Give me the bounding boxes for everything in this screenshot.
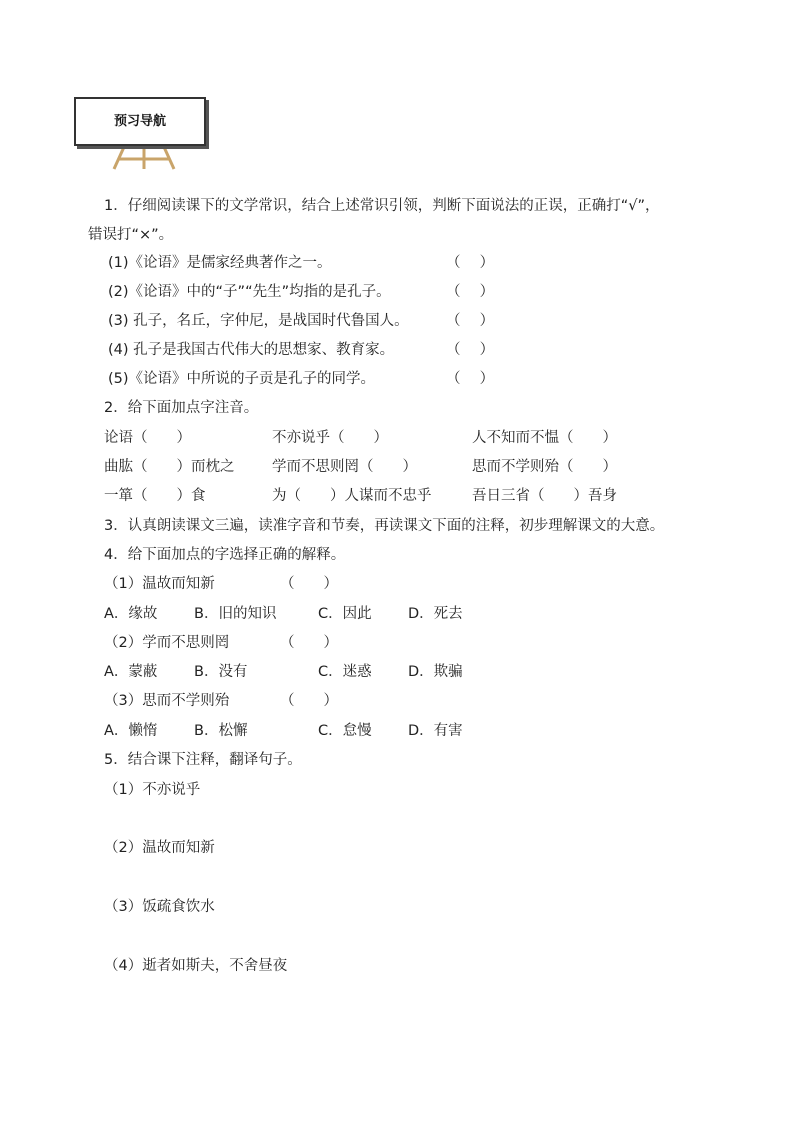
q4-g2-option-d[interactable]: D．欺骗 (408, 664, 463, 680)
q5-stem: 5．结合课下注释，翻译句子。 (104, 752, 302, 768)
q2-r2-c2[interactable]: 学而不思则罔（ ） (272, 459, 417, 475)
q5-item-3: （3）饭疏食饮水 (104, 899, 215, 915)
q4-g1-option-c[interactable]: C．因此 (318, 606, 372, 622)
q2-stem: 2．给下面加点字注音。 (104, 400, 259, 416)
q4-g3-option-b[interactable]: B．松懈 (194, 723, 248, 739)
q1-item-4-answer[interactable]: （ ） (446, 342, 495, 358)
q2-r3-c2[interactable]: 为（ ）人谋而不忠乎 (272, 488, 432, 504)
q1-item-1-answer[interactable]: （ ） (446, 255, 495, 271)
q5-item-2: （2）温故而知新 (104, 840, 215, 856)
q2-r2-c1[interactable]: 曲肱（ ）而枕之 (104, 459, 235, 475)
q1-stem-line1: 1．仔细阅读课下的文学常识，结合上述常识引领，判断下面说法的正误，正确打“√”， (104, 198, 660, 214)
q2-r3-c3[interactable]: 吾日三省（ ）吾身 (472, 488, 617, 504)
easel-icon (110, 145, 180, 171)
q1-item-3-answer[interactable]: （ ） (446, 313, 495, 329)
q4-g3-prompt: （3）思而不学则殆 (104, 693, 230, 709)
section-badge (74, 97, 210, 172)
q4-g2-option-b[interactable]: B．没有 (194, 664, 248, 680)
q4-g1-answer[interactable]: （ ） (280, 576, 338, 592)
q3-stem: 3．认真朗读课文三遍，读准字音和节奏，再读课文下面的注释，初步理解课文的大意。 (104, 518, 665, 534)
q4-g2-answer[interactable]: （ ） (280, 635, 338, 651)
q4-g1-option-d[interactable]: D．死去 (408, 606, 463, 622)
q1-item-1: (1)《论语》是儒家经典著作之一。 (108, 255, 332, 271)
q1-item-5-answer[interactable]: （ ） (446, 371, 495, 387)
q2-r1-c1[interactable]: 论语（ ） (104, 430, 191, 446)
q4-g3-answer[interactable]: （ ） (280, 693, 338, 709)
q1-stem-line2: 错误打“×”。 (88, 227, 174, 243)
q4-g2-option-a[interactable]: A．蒙蔽 (104, 664, 158, 680)
q1-item-4: (4) 孔子是我国古代伟大的思想家、教育家。 (108, 342, 395, 358)
q4-g1-option-b[interactable]: B．旧的知识 (194, 606, 277, 622)
q4-g3-option-c[interactable]: C．怠慢 (318, 723, 372, 739)
q4-g2-prompt: （2）学而不思则罔 (104, 635, 230, 651)
q2-r2-c3[interactable]: 思而不学则殆（ ） (472, 459, 617, 475)
q4-g2-option-c[interactable]: C．迷惑 (318, 664, 372, 680)
q4-g1-prompt: （1）温故而知新 (104, 576, 215, 592)
q1-item-2-answer[interactable]: （ ） (446, 284, 495, 300)
q4-g1-option-a[interactable]: A．缘故 (104, 606, 158, 622)
q2-r3-c1[interactable]: 一箪（ ）食 (104, 488, 206, 504)
q4-g3-option-d[interactable]: D．有害 (408, 723, 463, 739)
q5-item-1: （1）不亦说乎 (104, 782, 201, 798)
q2-r1-c3[interactable]: 人不知而不愠（ ） (472, 430, 617, 446)
page-title: 预习导航 (113, 114, 166, 129)
q1-item-5: (5)《论语》中所说的子贡是孔子的同学。 (108, 371, 376, 387)
q1-item-3: (3) 孔子，名丘，字仲尼，是战国时代鲁国人。 (108, 313, 409, 329)
q4-g3-option-a[interactable]: A．懒惰 (104, 723, 158, 739)
q1-item-2: (2)《论语》中的“子”“先生”均指的是孔子。 (108, 284, 391, 300)
q4-stem: 4．给下面加点的字选择正确的解释。 (104, 547, 346, 563)
q5-item-4: （4）逝者如斯夫，不舍昼夜 (104, 958, 288, 974)
q2-r1-c2[interactable]: 不亦说乎（ ） (272, 430, 388, 446)
